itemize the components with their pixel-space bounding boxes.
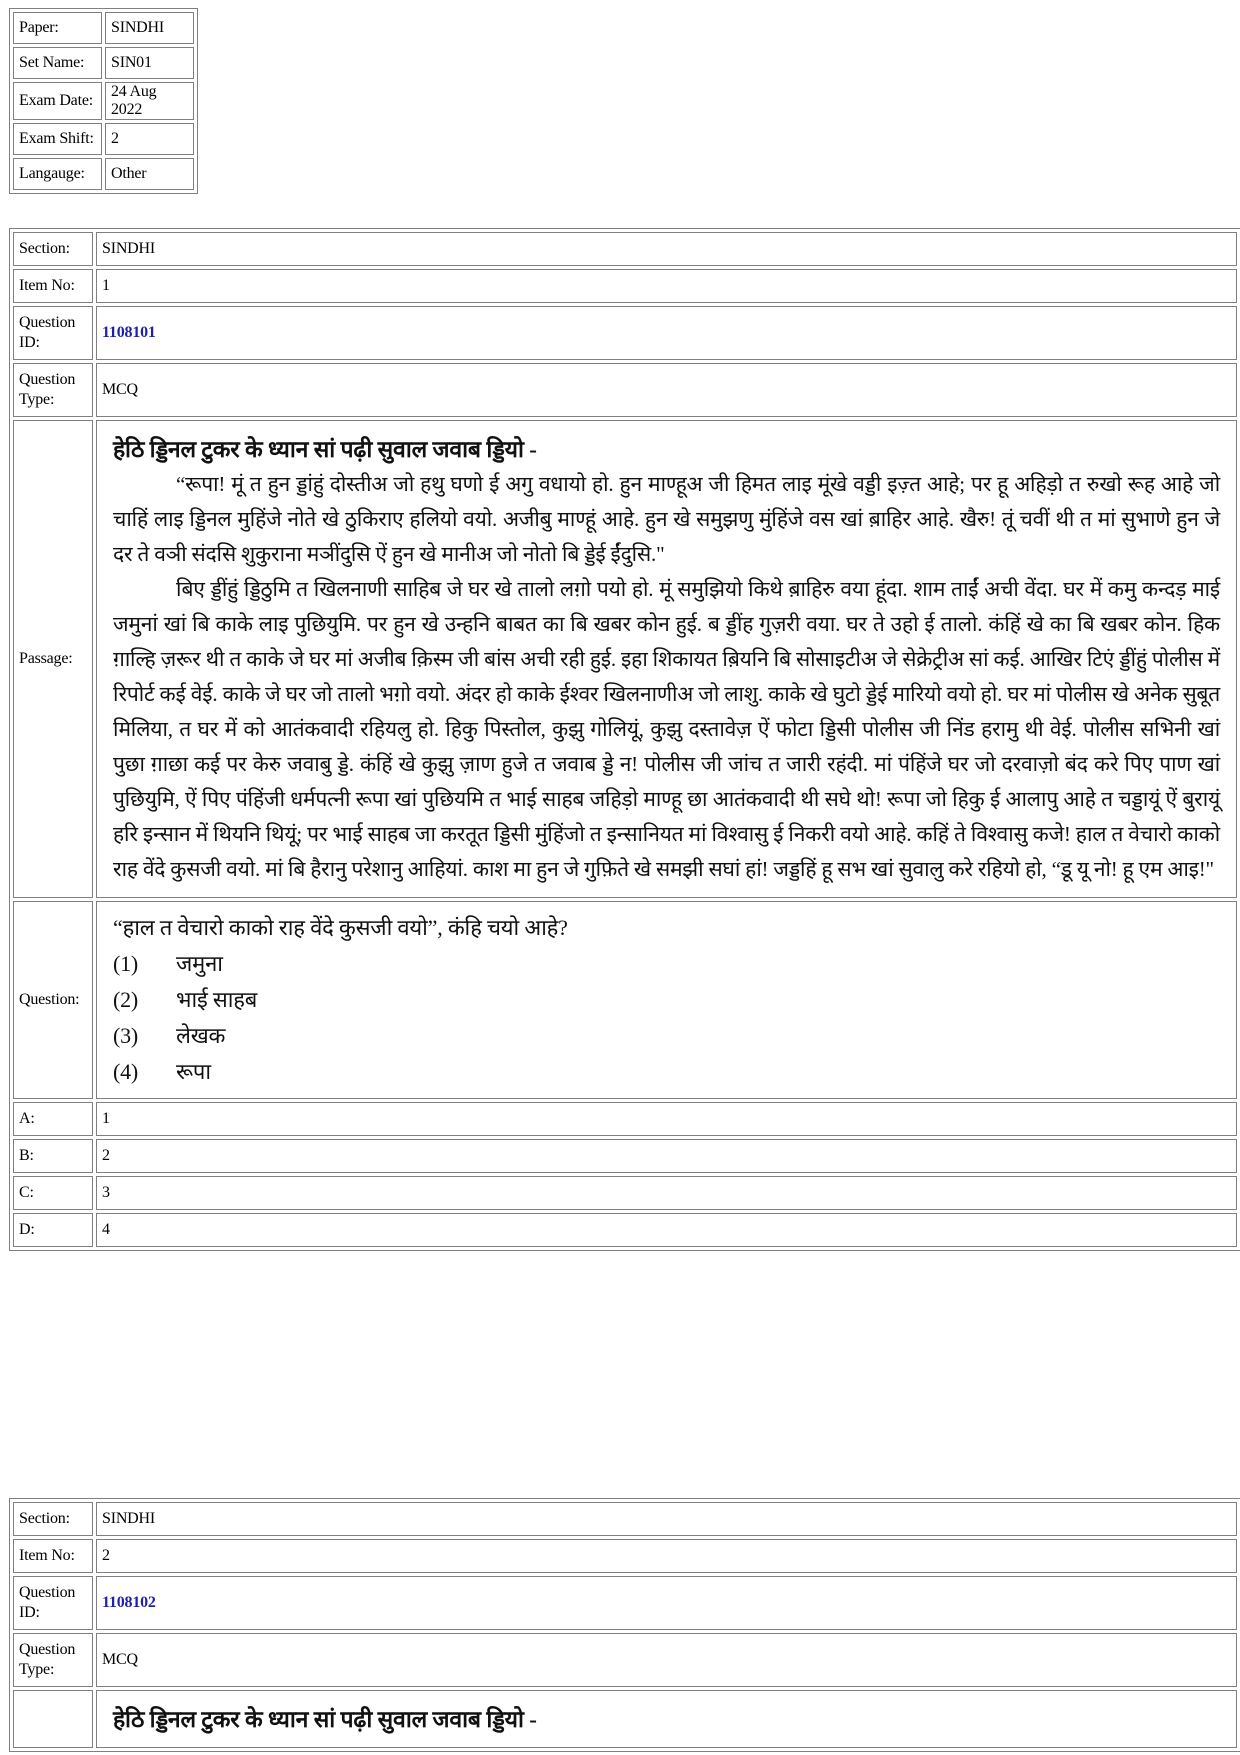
- option-text: रूपा: [176, 1059, 211, 1084]
- answer-label: C:: [13, 1176, 93, 1210]
- question-type-value: MCQ: [96, 1633, 1237, 1687]
- meta-value: 2: [105, 123, 194, 155]
- exam-meta-table: [9, 8, 198, 194]
- meta-label: Paper:: [13, 12, 102, 44]
- question-id-label: Question ID:: [13, 306, 93, 360]
- meta-value: Other: [105, 158, 194, 190]
- section-label: Section:: [13, 232, 93, 266]
- option-number: (4): [113, 1059, 139, 1084]
- item-no-label: Item No:: [13, 269, 93, 303]
- answer-row-a: [13, 1102, 1237, 1136]
- option-item: [113, 1054, 1220, 1090]
- meta-row-paper: [13, 12, 194, 44]
- meta-row-exam-date: [13, 82, 194, 120]
- item-no-value: 2: [96, 1539, 1237, 1573]
- meta-row-language: [13, 158, 194, 190]
- answer-label: A:: [13, 1102, 93, 1136]
- passage-body: [96, 420, 1237, 898]
- option-item: [113, 1018, 1220, 1054]
- option-text: भाई साहब: [176, 987, 258, 1012]
- passage-body: [96, 1690, 1237, 1748]
- question-id-value: 1108101: [96, 306, 1237, 360]
- section-row: [13, 1502, 1237, 1536]
- answer-label: D:: [13, 1213, 93, 1247]
- answer-row-d: [13, 1213, 1237, 1247]
- question-type-row: [13, 363, 1237, 417]
- question-text: “हाल त वेचारो काको राह वेंदे कुसजी वयो”, कंहि चयो आहे?: [113, 915, 568, 940]
- meta-row-set-name: [13, 47, 194, 79]
- question-table-2: [9, 1498, 1240, 1752]
- section-row: [13, 232, 1237, 266]
- answer-label: B:: [13, 1139, 93, 1173]
- option-number: (1): [113, 951, 139, 976]
- item-no-row: [13, 269, 1237, 303]
- question-row: [13, 901, 1237, 1099]
- option-text: लेखक: [176, 1023, 226, 1048]
- passage-label: [13, 1690, 93, 1748]
- section-value: SINDHI: [96, 232, 1237, 266]
- item-no-value: 1: [96, 269, 1237, 303]
- question-id-row: [13, 1576, 1237, 1630]
- option-item: [113, 946, 1220, 982]
- question-id-label: Question ID:: [13, 1576, 93, 1630]
- section-value: SINDHI: [96, 1502, 1237, 1536]
- question-type-label: Question Type:: [13, 1633, 93, 1687]
- answer-value: 1: [96, 1102, 1237, 1136]
- meta-value: SINDHI: [105, 12, 194, 44]
- question-id-row: [13, 306, 1237, 360]
- meta-value: SIN01: [105, 47, 194, 79]
- question-table-1: [9, 228, 1240, 1251]
- answer-value: 4: [96, 1213, 1237, 1247]
- item-no-row: [13, 1539, 1237, 1573]
- question-type-value: MCQ: [96, 363, 1237, 417]
- meta-label: Langauge:: [13, 158, 102, 190]
- meta-label: Set Name:: [13, 47, 102, 79]
- answer-value: 2: [96, 1139, 1237, 1173]
- meta-label: Exam Date:: [13, 82, 102, 120]
- passage-row: [13, 1690, 1237, 1748]
- passage-heading: हेठि ड्डिनल टुकर के ध्यान सां पढ़ी सुवाल जवाब ड्डियो -: [113, 1707, 537, 1732]
- option-text: जमुना: [176, 951, 223, 976]
- meta-row-exam-shift: [13, 123, 194, 155]
- passage-row: [13, 420, 1237, 898]
- passage-label: Passage:: [13, 420, 93, 898]
- option-number: (2): [113, 987, 139, 1012]
- passage-heading: हेठि ड्डिनल टुकर के ध्यान सां पढ़ी सुवाल जवाब ड्डियो -: [113, 437, 537, 462]
- meta-value: 24 Aug 2022: [105, 82, 194, 120]
- question-type-label: Question Type:: [13, 363, 93, 417]
- answer-value: 3: [96, 1176, 1237, 1210]
- question-type-row: [13, 1633, 1237, 1687]
- option-number: (3): [113, 1023, 139, 1048]
- answer-row-c: [13, 1176, 1237, 1210]
- section-label: Section:: [13, 1502, 93, 1536]
- option-item: [113, 982, 1220, 1018]
- meta-label: Exam Shift:: [13, 123, 102, 155]
- question-id-value: 1108102: [96, 1576, 1237, 1630]
- item-no-label: Item No:: [13, 1539, 93, 1573]
- question-label: Question:: [13, 901, 93, 1099]
- answer-row-b: [13, 1139, 1237, 1173]
- question-body: [96, 901, 1237, 1099]
- passage-paragraph: “रूपा! मूं त हुन ड्डांहुं दोस्तीअ जो हथु घणो ई अगु वधायो हो. हुन माण्हूअ जी हिमत लाइ मूंखे वड्डी इज़्त आहे; पर हू अहिड़ो त रुखो रूह आहे जो चाहिं लाइ ड्डिनल मुहिंजे नोते खे ठुकिराए हलियो वयो. अजीबु माण्हूं आहे. हुन खे समुझणु मुंहिंजे वस खां ब़ाहिर आहे. खैरु! तूं चवीं थी त मां सुभाणे हुन जे दर ते वञी संदसि शुकुराना मञींदुसि ऐं हुन खे मानीअ जो नोतो बि ड्डेई ईंदुसि.": [113, 472, 1220, 566]
- passage-paragraph: बिए ड्डींहुं ड्डिठुमि त खिलनाणी साहिब जे घर खे तालो लग़ो पयो हो. मूं समुझियो किथे ब़ाहिरु वया हूंदा. शाम ताईं अची वेंदा. घर में कमु कन्दड़ माई जमुनां खां बि काके लाइ पुछियुमि. पर हुन खे उन्हनि बाबत का बि खबर कोन हुई. ब ड्डींह गुज़री वया. घर ते उहो ई तालो. कंहिं खे का बि खबर कोन. हिक ग़ाल्हि ज़रूर थी त काके जे घर मां अजीब क़िस्म जी बांस अची रही हुई. इहा शिकायत ब़ियनि बि सोसाइटीअ जे सेक्रेट्रीअ सां कई. आखिर टिएं ड्डींहुं पोलीस में रिपोर्ट कई वेई. काके जे घर जो तालो भग़ो वयो. अंदर हो काके ईश्वर खिलनाणीअ जो लाशु. काके खे घुटो ड्डेई मारियो वयो हो. घर मां पोलीस खे अनेक सुबूत मिलिया, त घर में को आतंकवादी रहियलु हो. हिकु पिस्तोल, कुझु गोलियूं, कुझु दस्तावेज़ ऐं फोटा ड्डिसी पोलीस जी निंड हरामु थी वेई. पोलीस सभिनी खां पुछा ग़ाछा कई पर केरु जवाबु ड्डे. कंहिं खे कुझु ज़ाण हुजे त जवाब ड्डे न! पोलीस जी जांच त जारी रहंदी. मां पंहिंजे घर जो दरवाज़ो बंद करे पिए पाण खां पुछियुमि, ऐं पिए पंहिंजी धर्मपत्नी रूपा खां पुछियमि त भाई साहब जहिड़ो माण्हू छा आतंकवादी थी सघे थो! रूपा जो हिकु ई आलापु आहे त चड्डायूं ऐं बुरायूं हरि इन्सान में थियनि थियूं; पर भाई साहब जा करतूत ड्डिसी मुंहिंजो त इन्सानियत मां विश्वासु ई निकरी वयो आहे. कहिं ते विश्वासु कजे! हाल त वेचारो काको राह वेंदे कुसजी वयो. मां बि हैरानु परेशानु आहियां. काश मा हुन जे गुफ़िते खे समझी सघां हां! जड्डहिं हू सभ खां सुवालु करे रहियो हो, “डू यू नो! हू एम आइ!": [113, 577, 1220, 881]
